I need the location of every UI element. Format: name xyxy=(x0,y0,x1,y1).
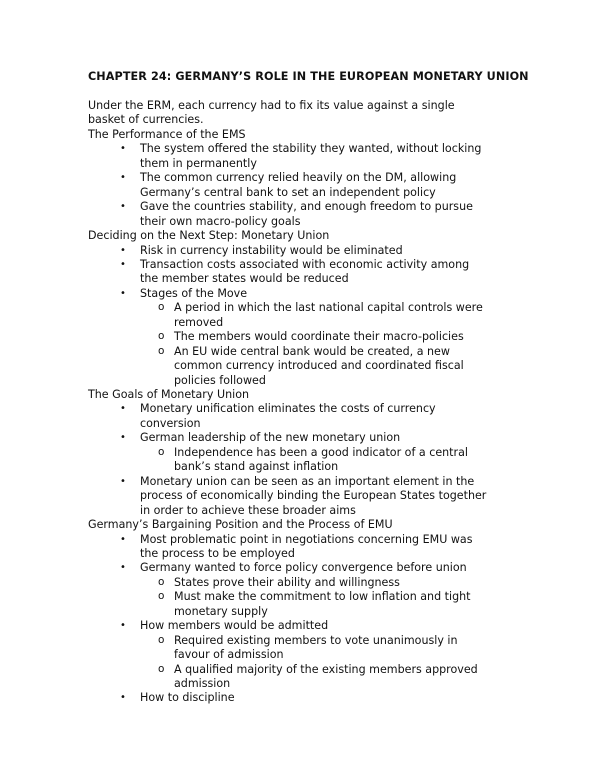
section-text: Germany’s Bargaining Position and the Process of EMU xyxy=(88,518,393,531)
section-text: Under the ERM, each currency had to fix its value against a single xyxy=(88,99,455,112)
bullet-text: Germany wanted to force policy convergence before union xyxy=(140,561,467,574)
bullet-text: Monetary union can be seen as an important element in the xyxy=(140,475,475,488)
chapter-title: CHAPTER 24: GERMANY’S ROLE IN THE EUROPEAN MONETARY UNION xyxy=(88,70,529,83)
sub-bullet-text: policies followed xyxy=(174,374,266,387)
bullet-icon: • xyxy=(120,201,126,212)
bullet-text: the member states would be reduced xyxy=(140,272,349,285)
bullet-text: their own macro-policy goals xyxy=(140,215,301,228)
bullet-text: Risk in currency instability would be eliminated xyxy=(140,244,403,257)
sub-bullet-icon: o xyxy=(158,345,165,357)
bullet-icon: • xyxy=(120,403,126,414)
section-text: The Goals of Monetary Union xyxy=(88,388,250,401)
bullet-text: process of economically binding the European States together xyxy=(140,489,487,502)
bullet-icon: • xyxy=(120,172,126,183)
bullet-text: How members would be admitted xyxy=(140,619,329,632)
bullet-text: The common currency relied heavily on the DM, allowing xyxy=(140,171,457,184)
bullet-text: them in permanently xyxy=(140,157,257,170)
sub-bullet-text: removed xyxy=(174,316,224,329)
bullet-icon: • xyxy=(120,692,126,703)
bullet-icon: • xyxy=(120,259,126,270)
section-text: basket of currencies. xyxy=(88,113,204,126)
sub-bullet-icon: o xyxy=(158,590,165,602)
section-text: The Performance of the EMS xyxy=(88,128,246,141)
sub-bullet-text: States prove their ability and willingness xyxy=(174,576,400,589)
sub-bullet-icon: o xyxy=(158,446,165,458)
bullet-icon: • xyxy=(120,143,126,154)
bullet-icon: • xyxy=(120,288,126,299)
bullet-text: the process to be employed xyxy=(140,547,295,560)
bullet-icon: • xyxy=(120,432,126,443)
bullet-text: in order to achieve these broader aims xyxy=(140,504,356,517)
sub-bullet-icon: o xyxy=(158,663,165,675)
sub-bullet-text: Required existing members to vote unanimously in xyxy=(174,634,458,647)
bullet-text: The system offered the stability they wanted, without locking xyxy=(140,142,482,155)
bullet-text: Monetary unification eliminates the costs of currency xyxy=(140,402,436,415)
sub-bullet-text: The members would coordinate their macro-policies xyxy=(174,330,464,343)
sub-bullet-icon: o xyxy=(158,301,165,313)
sub-bullet-text: admission xyxy=(174,677,231,690)
sub-bullet-icon: o xyxy=(158,634,165,646)
sub-bullet-text: A qualified majority of the existing members approved xyxy=(174,663,478,676)
section-text: Deciding on the Next Step: Monetary Union xyxy=(88,229,330,242)
bullet-icon: • xyxy=(120,620,126,631)
bullet-text: Transaction costs associated with economic activity among xyxy=(140,258,470,271)
bullet-icon: • xyxy=(120,476,126,487)
bullet-text: Most problematic point in negotiations concerning EMU was xyxy=(140,533,473,546)
bullet-icon: • xyxy=(120,534,126,545)
sub-bullet-icon: o xyxy=(158,576,165,588)
sub-bullet-text: Must make the commitment to low inflation and tight xyxy=(174,590,471,603)
sub-bullet-text: An EU wide central bank would be created, a new xyxy=(174,345,450,358)
bullet-text: Stages of the Move xyxy=(140,287,248,300)
sub-bullet-icon: o xyxy=(158,330,165,342)
bullet-text: conversion xyxy=(140,417,201,430)
bullet-text: German leadership of the new monetary union xyxy=(140,431,401,444)
bullet-text: Germany’s central bank to set an independent policy xyxy=(140,186,436,199)
sub-bullet-text: favour of admission xyxy=(174,648,284,661)
sub-bullet-text: bank’s stand against inflation xyxy=(174,460,339,473)
sub-bullet-text: common currency introduced and coordinated fiscal xyxy=(174,359,464,372)
sub-bullet-text: monetary supply xyxy=(174,605,268,618)
bullet-icon: • xyxy=(120,562,126,573)
sub-bullet-text: A period in which the last national capital controls were xyxy=(174,301,483,314)
bullet-text: Gave the countries stability, and enough freedom to pursue xyxy=(140,200,473,213)
bullet-icon: • xyxy=(120,245,126,256)
sub-bullet-text: Independence has been a good indicator of a central xyxy=(174,446,468,459)
bullet-text: How to discipline xyxy=(140,691,235,704)
